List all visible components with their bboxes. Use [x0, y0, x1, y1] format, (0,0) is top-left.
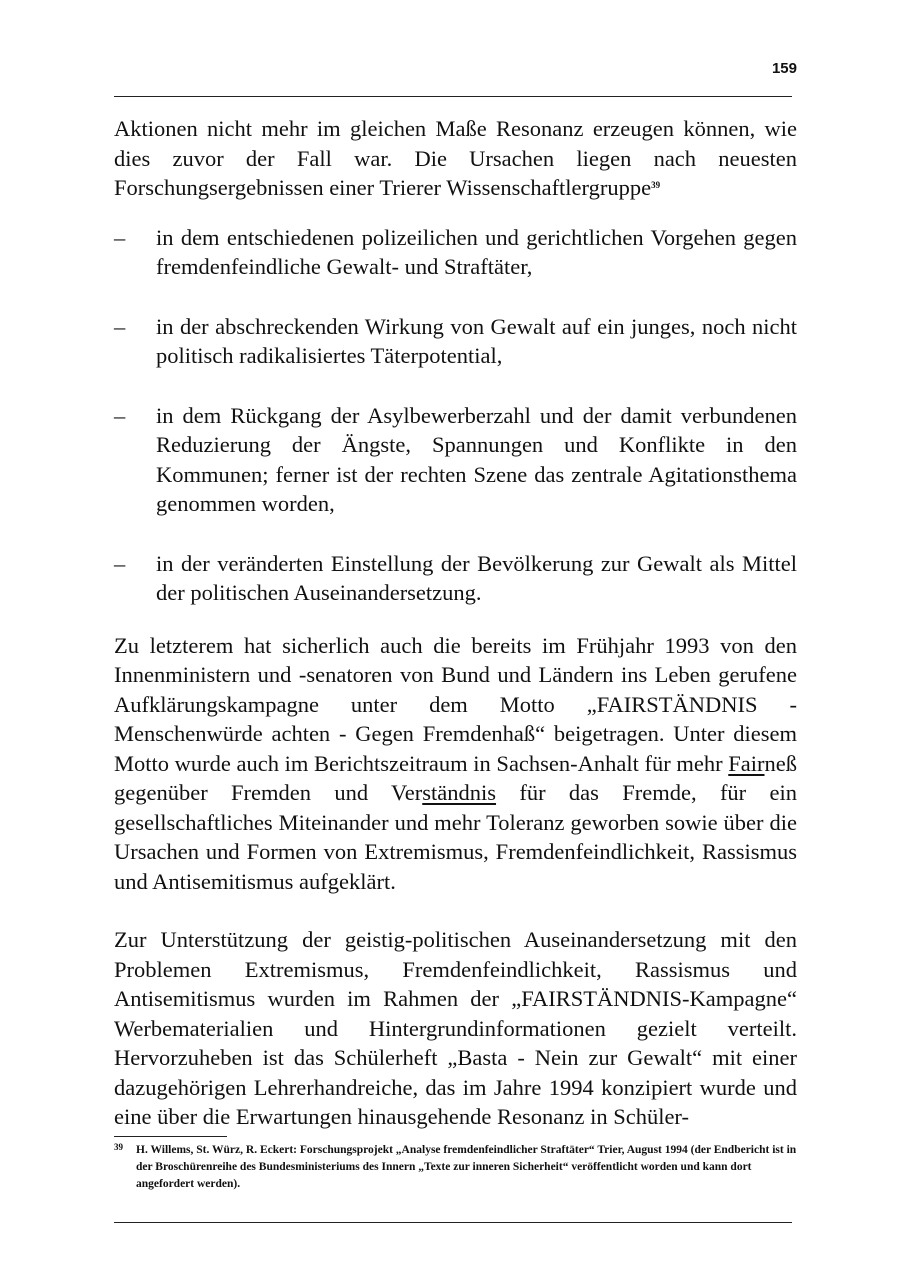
paragraph-text: neß gegenüber Fremden und Ver: [114, 750, 797, 805]
list-item-text: in der veränderten Einstellung der Bevölkerung zur Gewalt als Mittel der politischen Auseinandersetzung.: [156, 550, 797, 605]
campaign-paragraph: [114, 631, 797, 897]
footnote-number: 39: [114, 1142, 123, 1152]
main-text: [114, 114, 797, 1132]
list-item: [114, 312, 797, 371]
list-item: [114, 223, 797, 282]
intro-text: Aktionen nicht mehr im gleichen Maße Resonanz erzeugen können, wie dies zuvor der Fall war. Die Ursachen liegen nach neuesten Forschungsergebnissen einer Trierer Wissenschaftlergruppe: [114, 116, 797, 200]
intro-paragraph: [114, 114, 797, 203]
list-dash: –: [114, 313, 126, 339]
footer-rule: [114, 1222, 792, 1223]
list-item-text: in dem Rückgang der Asylbewerberzahl und der damit verbundenen Reduzierung der Ängste, Spannungen und Konflikte in den Kommunen; ferner ist der rechten Szene das zentrale Agitationsthema genommen worden,: [156, 402, 797, 516]
support-paragraph: Zur Unterstützung der geistig-politischen Auseinandersetzung mit den Problemen Extremismus, Fremdenfeindlichkeit, Rassismus und Antisemitismus wurden im Rahmen der „FAIRSTÄNDNIS-Kampagne“ Werbematerialien und Hintergrundinformationen gezielt verteilt. Hervorzuheben ist das Schülerheft „Basta - Nein zur Gewalt“ mit einer dazugehörigen Lehrerhandreiche, das im Jahre 1994 konzipiert wurde und eine über die Erwartungen hinausgehende Resonanz in Schüler-: [114, 927, 797, 1129]
footnote-text: H. Willems, St. Würz, R. Eckert: Forschungsprojekt „Analyse fremdenfeindlicher Straftäter“ Trier, August 1994 (der Endbericht ist in der Broschürenreihe des Bundesministeriums des Innern „Texte zur inneren Sicherheit“ veröffentlicht worden und kann dort angefordert werden).: [136, 1144, 797, 1190]
page-number: 159: [771, 60, 797, 77]
underlined-fair: Fair: [728, 750, 765, 776]
list-dash: –: [114, 550, 126, 576]
footnote-rule: [114, 1136, 227, 1137]
underlined-standnis: ständnis: [422, 780, 497, 805]
footnote: [114, 1142, 797, 1193]
list-item-text: in dem entschiedenen polizeilichen und gerichtlichen Vorgehen gegen fremdenfeindliche Gewalt- und Straftäter,: [156, 224, 797, 279]
list-item: [114, 549, 797, 608]
paragraph-text: Zu letzterem hat sicherlich auch die bereits im Frühjahr 1993 von den Innenministern und -senatoren von Bund und Ländern ins Leben gerufene Aufklärungskampagne unter dem Motto „FAIRSTÄNDNIS - Menschenwürde achten - Gegen Fremdenhaß“ beigetragen. Unter diesem Motto wurde auch im Berichtszeitraum in Sachsen-Anhalt für mehr: [114, 632, 797, 776]
paragraph-text: für das Fremde, für ein gesellschaftliches Miteinander und mehr Toleranz geworben sowie über die Ursachen und Formen von Extremismus, Fremdenfeindlichkeit, Rassismus und Antisemitismus aufgeklärt.: [114, 780, 797, 894]
footnote-reference: 39: [651, 180, 661, 190]
list-dash: –: [114, 402, 126, 428]
header-rule: [114, 96, 792, 97]
list-dash: –: [114, 224, 126, 250]
list-item-text: in der abschreckenden Wirkung von Gewalt auf ein junges, noch nicht politisch radikalisiertes Täterpotential,: [156, 313, 797, 368]
list-item: [114, 401, 797, 519]
